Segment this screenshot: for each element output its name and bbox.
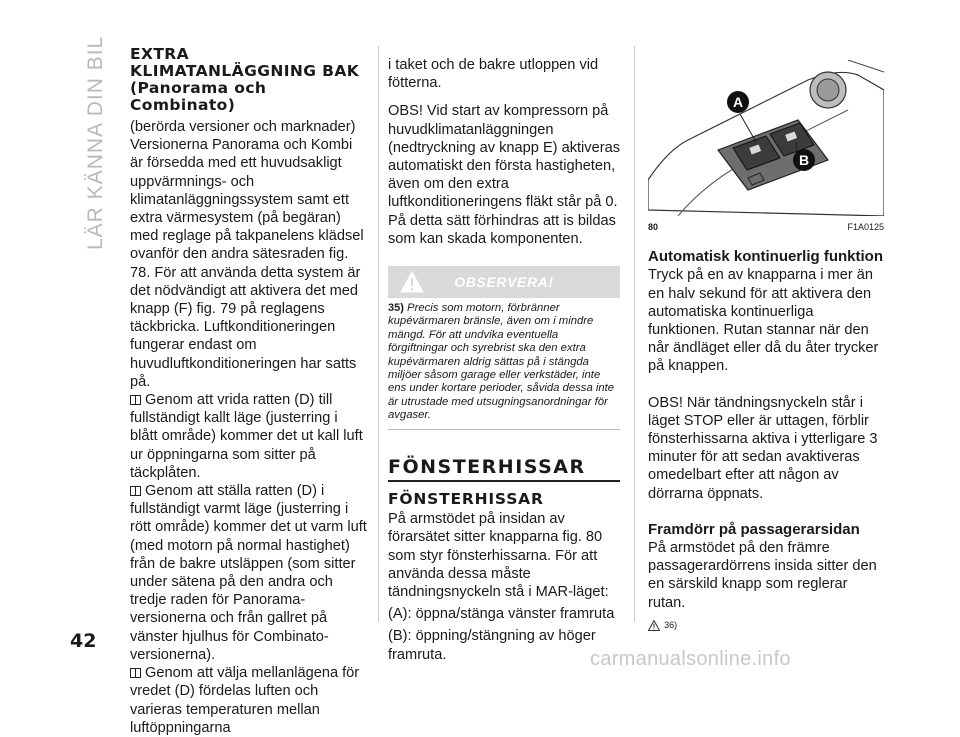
watermark-text: carmanualsonline.info bbox=[590, 648, 791, 670]
paragraph: Tryck på en av knapparna i mer än en halv sekund för att aktivera den automatiska kontinuerliga funktionen. Rutan stannar när den når ändläget eller då du åter trycker på knappen. bbox=[648, 267, 879, 375]
paragraph: På armstödet på den främre passagerardörrens insida sitter den en särskild knapp som reglerar rutan. bbox=[648, 540, 877, 611]
chapter-title: FÖNSTERHISSAR bbox=[388, 458, 620, 482]
warning-banner bbox=[388, 266, 620, 298]
chapter-side-tab: LÄR KÄNNA DIN BIL bbox=[84, 35, 107, 250]
warning-title: OBSERVERA! bbox=[454, 274, 554, 291]
note-number: 35) bbox=[388, 302, 404, 315]
subsection-heading: Framdörr på passagerarsidan bbox=[648, 520, 860, 538]
paragraph: i taket och de bakre utloppen vid fötterna. bbox=[388, 57, 599, 92]
figure-id: F1A0125 bbox=[847, 222, 884, 232]
paragraph: (A): öppna/stänga vänster framruta bbox=[388, 606, 615, 623]
callout-b: B bbox=[798, 152, 810, 168]
paragraph: (B): öppning/stängning av höger framruta. bbox=[388, 628, 596, 663]
paragraph: (berörda versioner och marknader) Versionerna Panorama och Kombi är försedda med ett huvudsakligt uppvärmnings- och klimatanläggningssystem samt ett extra värmesystem (på begäran) med reglage på takpanelens klädsel ovanför den andra sätesraden fig. 78. För att använda detta system är det nödvändigt att aktivera det med knapp (F) fig. 79 på reglagens täckbricka. Luftkonditioneringen fungerar endast om huvudluftkonditioneringen har satts på. bbox=[130, 119, 364, 390]
paragraph: OBS! När tändningsnyckeln står i läget STOP eller är uttagen, förblir fönsterhissarna aktiva i ytterligare 3 minuter för att sedan avaktiveras omedelbart efter att någon av dörrarna öppnats. bbox=[648, 394, 878, 502]
paragraph: På armstödet på insidan av förarsätet sitter knapparna fig. 80 som styr fönsterhissarna. För att använda dessa måste tändningsnyckeln stå i MAR-läget: bbox=[388, 511, 609, 600]
section-title: FÖNSTERHISSAR bbox=[388, 489, 544, 508]
bullet-paragraph: Genom att vrida ratten (D) till fullständigt kallt läge (justerring i blått område) kommer det ut kall luft ur öppningarna som sitter på täckplåten. bbox=[130, 392, 363, 481]
column-right bbox=[648, 50, 884, 634]
column-divider bbox=[378, 46, 379, 622]
paragraph: OBS! Vid start av kompressorn på huvudklimatanläggningen (nedtryckning av knapp E) aktiveras automatiskt den första hastigheten, även om den extra luftkonditioneringens fläkt står på 0. På detta sätt förhindras att is bildas som kan skada komponenten. bbox=[388, 103, 620, 247]
column-middle bbox=[388, 56, 620, 664]
page-number: 42 bbox=[70, 630, 97, 652]
column-left bbox=[130, 46, 368, 737]
window-switch-illustration bbox=[648, 60, 884, 216]
window-switch-figure bbox=[648, 60, 884, 216]
section-heading: EXTRA KLIMATANLÄGGNING BAK (Panorama och Combinato) bbox=[130, 45, 360, 114]
book-reference-icon bbox=[130, 395, 141, 405]
book-reference-icon bbox=[130, 668, 141, 678]
bullet-paragraph: Genom att välja mellanlägena för vredet (D) fördelas luften och varieras temperaturen mellan luftöppningarna bbox=[130, 665, 360, 736]
book-reference-icon bbox=[130, 486, 141, 496]
callout-a: A bbox=[732, 94, 744, 110]
figure-caption bbox=[648, 218, 884, 236]
warning-reference: 36) bbox=[648, 616, 884, 634]
figure-number: 80 bbox=[648, 222, 659, 232]
column-divider bbox=[634, 46, 635, 622]
warning-text: 35) Precis som motorn, förbränner kupévärmaren bränsle, även om i mindre mängd. För att undvika eventuella förgiftningar och syrebrist ska den extra kupévärmaren aldrig sättas på i stängda miljöer såsom garage eller verkstäder, inte ens under kortare perioder, såvida dessa inte är utrustade med utsugningsanordningar för avgaser. bbox=[388, 298, 620, 430]
bullet-paragraph: Genom att ställa ratten (D) i fullständigt varmt läge (justerring i rött område) kommer det ut varm luft (med motorn på normal hastighet) från de bakre utsläppen (som sitter under sätena på den andra och tredje raden för Panorama-versionerna och från gallret på vänster hjulhus för Combinato-versionerna). bbox=[130, 483, 367, 663]
subsection-heading: Automatisk kontinuerlig funktion bbox=[648, 248, 883, 266]
warning-triangle-icon bbox=[648, 620, 660, 631]
